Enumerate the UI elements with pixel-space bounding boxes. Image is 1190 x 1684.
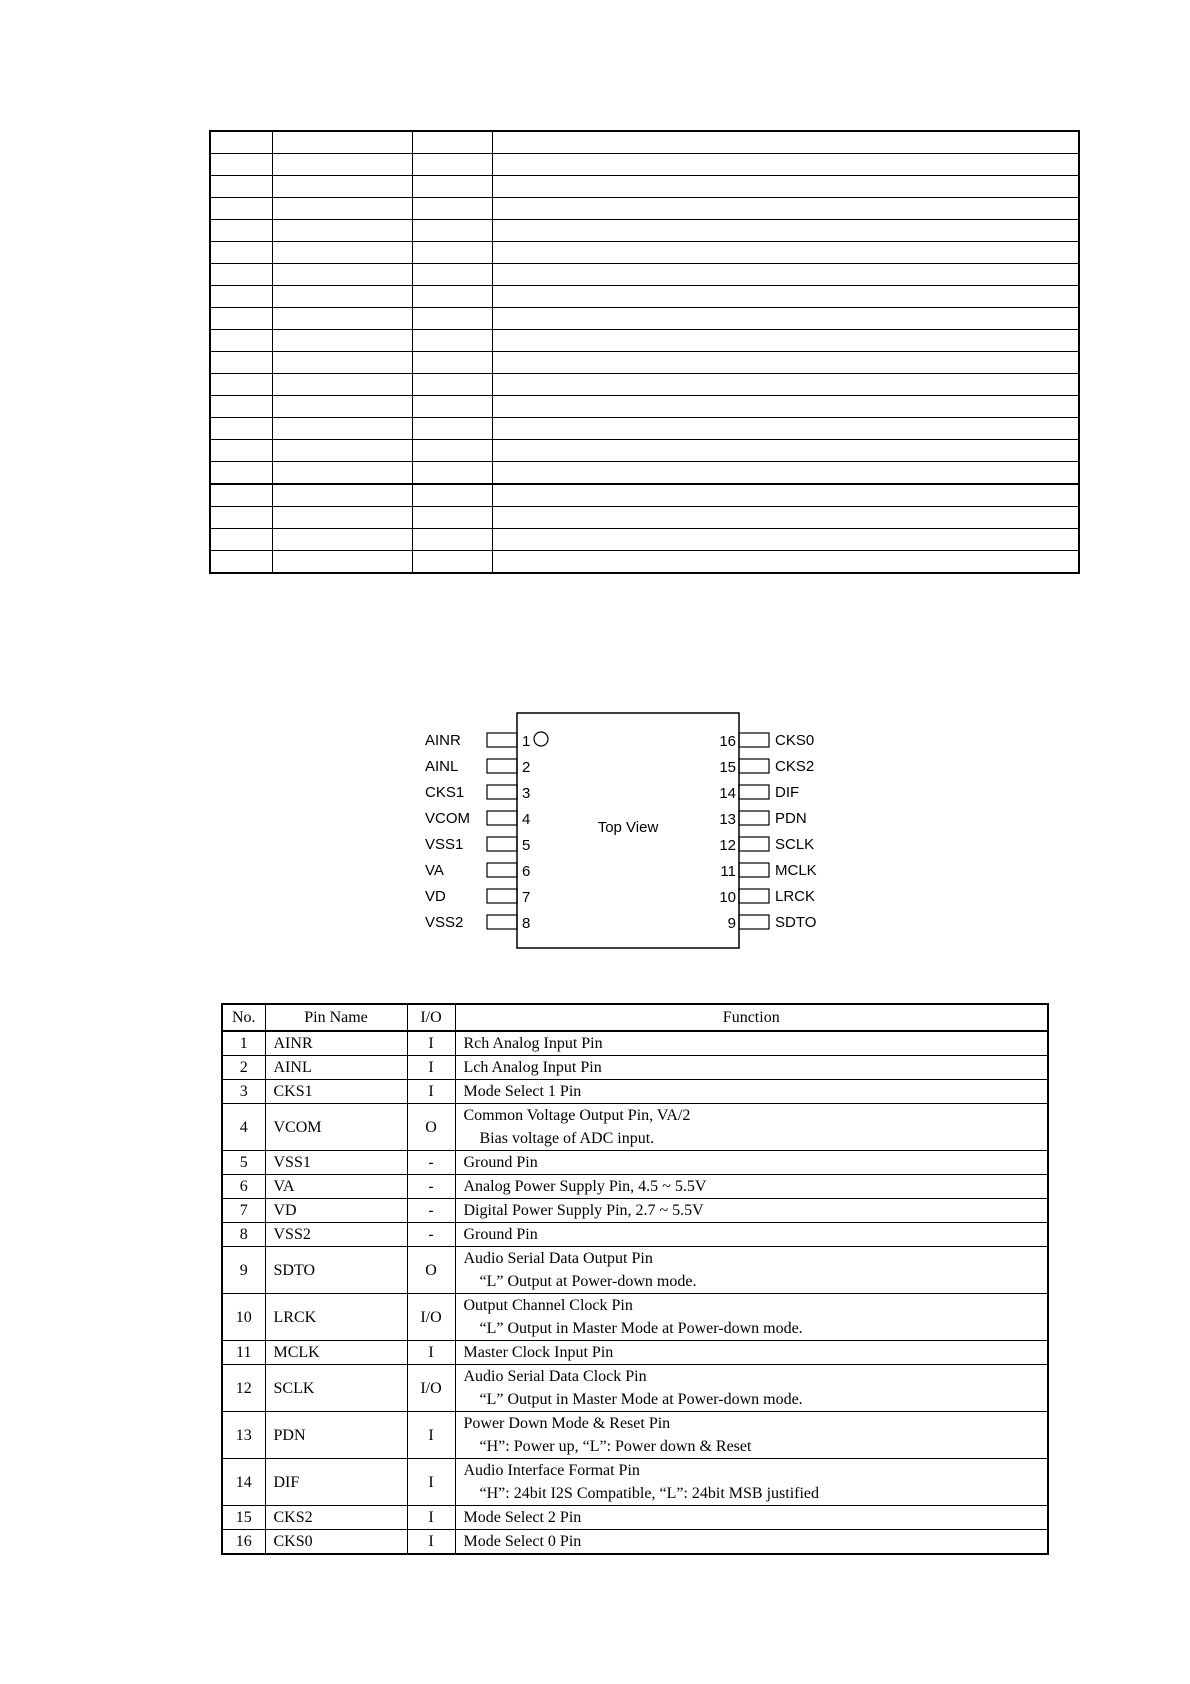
table-row xyxy=(222,1080,1048,1104)
pin-io-cell: - xyxy=(407,1175,455,1199)
header-io: I/O xyxy=(407,1004,455,1031)
function-text: Mode Select 1 Pin xyxy=(463,1083,582,1100)
table-row xyxy=(222,1459,1048,1506)
pin-name-label: VCOM xyxy=(425,810,470,827)
pin-lead xyxy=(487,733,517,747)
pin-name-cell: VA xyxy=(265,1175,407,1199)
function-subtext: “L” Output in Master Mode at Power-down mode. xyxy=(479,1320,803,1337)
empty-cell xyxy=(210,418,272,440)
empty-cell xyxy=(412,286,492,308)
empty-cell xyxy=(412,418,492,440)
empty-table-row xyxy=(210,484,1079,507)
empty-table-row xyxy=(210,154,1079,176)
pin-number-cell: 9 xyxy=(222,1247,265,1294)
empty-cell xyxy=(272,484,412,507)
pin-name-label: CKS1 xyxy=(425,784,465,801)
pin-number-label: 3 xyxy=(522,785,531,802)
pin-number-label: 16 xyxy=(719,733,736,750)
empty-cell xyxy=(210,374,272,396)
left-pin-group xyxy=(425,732,530,932)
header-no: No. xyxy=(222,1004,265,1031)
pin-number-label: 6 xyxy=(522,863,531,880)
pin-lead xyxy=(487,759,517,773)
empty-cell xyxy=(210,286,272,308)
empty-cell xyxy=(210,154,272,176)
pin-function-cell xyxy=(455,1104,1048,1151)
left-pin xyxy=(425,732,530,750)
pin-name-label: VSS2 xyxy=(425,914,464,931)
left-pin xyxy=(425,862,530,880)
pin-number-cell: 11 xyxy=(222,1341,265,1365)
table-row xyxy=(222,1341,1048,1365)
empty-cell xyxy=(492,374,1079,396)
pin-lead xyxy=(487,811,517,825)
pin-number-label: 1 xyxy=(522,733,531,750)
table-row xyxy=(222,1175,1048,1199)
function-text: Common Voltage Output Pin, VA/2 xyxy=(463,1107,691,1124)
pin-io-cell: I xyxy=(407,1080,455,1104)
pin-name-label: LRCK xyxy=(775,888,816,905)
empty-table xyxy=(209,130,1080,574)
empty-cell xyxy=(492,529,1079,551)
empty-cell xyxy=(492,198,1079,220)
function-text: Digital Power Supply Pin, 2.7 ~ 5.5V xyxy=(463,1202,704,1219)
empty-table-row xyxy=(210,242,1079,264)
pin-function-table xyxy=(221,1003,1049,1555)
pin-function-cell xyxy=(455,1412,1048,1459)
table-row xyxy=(222,1506,1048,1530)
pin-lead xyxy=(487,837,517,851)
empty-table-row xyxy=(210,352,1079,374)
empty-table-row xyxy=(210,418,1079,440)
empty-cell xyxy=(412,551,492,574)
empty-cell xyxy=(412,198,492,220)
empty-cell xyxy=(412,330,492,352)
empty-cell xyxy=(492,330,1079,352)
pin-number-cell: 5 xyxy=(222,1151,265,1175)
pin-table-body xyxy=(222,1031,1048,1554)
table-row xyxy=(222,1294,1048,1341)
pin-name-label: DIF xyxy=(775,784,800,801)
pin-lead xyxy=(739,759,769,773)
empty-cell xyxy=(492,264,1079,286)
pin-function-cell xyxy=(455,1341,1048,1365)
header-pin-name: Pin Name xyxy=(265,1004,407,1031)
pin-number-label: 10 xyxy=(719,889,736,906)
pin-lead xyxy=(739,837,769,851)
empty-cell xyxy=(210,131,272,154)
empty-cell xyxy=(412,154,492,176)
function-subtext: “H”: 24bit I2S Compatible, “L”: 24bit MSB justified xyxy=(479,1485,820,1502)
empty-table-row xyxy=(210,308,1079,330)
pin-number-label: 5 xyxy=(522,837,531,854)
chip-package-outline xyxy=(517,713,739,948)
empty-cell xyxy=(492,176,1079,198)
empty-cell xyxy=(412,352,492,374)
pin-function-cell xyxy=(455,1151,1048,1175)
left-pin xyxy=(425,810,530,828)
pin-name-cell: VD xyxy=(265,1199,407,1223)
empty-cell xyxy=(412,462,492,485)
empty-cell xyxy=(272,352,412,374)
empty-cell xyxy=(492,551,1079,574)
table-row xyxy=(222,1056,1048,1080)
pin-name-cell: VSS2 xyxy=(265,1223,407,1247)
function-text: Analog Power Supply Pin, 4.5 ~ 5.5V xyxy=(463,1178,707,1195)
table-row xyxy=(222,1104,1048,1151)
function-text: Audio Serial Data Output Pin xyxy=(463,1250,653,1267)
right-pin xyxy=(719,784,799,802)
empty-cell xyxy=(210,220,272,242)
pin-function-cell xyxy=(455,1459,1048,1506)
pin-name-cell: SDTO xyxy=(265,1247,407,1294)
empty-cell xyxy=(272,551,412,574)
pin-number-label: 8 xyxy=(522,915,531,932)
empty-table-row xyxy=(210,462,1079,485)
function-text: Output Channel Clock Pin xyxy=(463,1297,633,1314)
empty-table-row xyxy=(210,286,1079,308)
pin-lead xyxy=(487,915,517,929)
right-pin xyxy=(719,888,815,906)
table-row xyxy=(222,1365,1048,1412)
pin-number-cell: 8 xyxy=(222,1223,265,1247)
pin-number-label: 2 xyxy=(522,759,531,776)
pin-io-cell: I/O xyxy=(407,1294,455,1341)
pin-name-cell: SCLK xyxy=(265,1365,407,1412)
pin-function-cell xyxy=(455,1056,1048,1080)
empty-cell xyxy=(272,462,412,485)
pin-name-cell: VSS1 xyxy=(265,1151,407,1175)
empty-cell xyxy=(412,374,492,396)
empty-cell xyxy=(492,286,1079,308)
empty-cell xyxy=(210,352,272,374)
pin-lead xyxy=(487,863,517,877)
empty-cell xyxy=(492,440,1079,462)
left-pin xyxy=(425,758,530,776)
function-text: Lch Analog Input Pin xyxy=(463,1059,602,1076)
right-pin xyxy=(719,810,806,828)
empty-cell xyxy=(272,330,412,352)
empty-cell xyxy=(272,374,412,396)
empty-table-row xyxy=(210,551,1079,574)
empty-cell xyxy=(210,484,272,507)
pin-lead xyxy=(739,863,769,877)
empty-cell xyxy=(210,308,272,330)
pin-io-cell: I xyxy=(407,1530,455,1555)
empty-cell xyxy=(412,264,492,286)
empty-table-row xyxy=(210,396,1079,418)
pin-name-label: PDN xyxy=(775,810,807,827)
table-row xyxy=(222,1247,1048,1294)
empty-cell xyxy=(492,418,1079,440)
empty-cell xyxy=(492,220,1079,242)
function-text: Rch Analog Input Pin xyxy=(463,1035,603,1052)
pin-number-cell: 13 xyxy=(222,1412,265,1459)
function-text: Audio Serial Data Clock Pin xyxy=(463,1368,647,1385)
empty-cell xyxy=(492,154,1079,176)
empty-cell xyxy=(492,507,1079,529)
empty-cell xyxy=(272,220,412,242)
pin-number-cell: 1 xyxy=(222,1031,265,1056)
table-row xyxy=(222,1412,1048,1459)
right-pin xyxy=(719,732,814,750)
empty-table-row xyxy=(210,440,1079,462)
top-view-label: Top View xyxy=(597,819,659,836)
pin-number-cell: 6 xyxy=(222,1175,265,1199)
pin-name-label: CKS0 xyxy=(775,732,815,749)
right-pin xyxy=(719,836,814,854)
left-pin xyxy=(425,914,530,932)
pin-function-cell xyxy=(455,1294,1048,1341)
pin-io-cell: - xyxy=(407,1151,455,1175)
pin-io-cell: I xyxy=(407,1031,455,1056)
empty-cell xyxy=(210,396,272,418)
pin-lead xyxy=(739,915,769,929)
pin-number-label: 9 xyxy=(727,915,736,932)
pin-name-cell: CKS1 xyxy=(265,1080,407,1104)
pin-name-cell: VCOM xyxy=(265,1104,407,1151)
empty-cell xyxy=(272,198,412,220)
table-row xyxy=(222,1530,1048,1555)
empty-cell xyxy=(210,529,272,551)
pin-io-cell: O xyxy=(407,1247,455,1294)
function-subtext: “L” Output in Master Mode at Power-down mode. xyxy=(479,1391,803,1408)
pin-lead xyxy=(487,889,517,903)
pin-io-cell: - xyxy=(407,1223,455,1247)
pin-function-cell xyxy=(455,1175,1048,1199)
empty-table-row xyxy=(210,176,1079,198)
empty-cell xyxy=(272,440,412,462)
pin-function-cell xyxy=(455,1506,1048,1530)
empty-cell xyxy=(272,154,412,176)
pin-io-cell: - xyxy=(407,1199,455,1223)
empty-cell xyxy=(272,418,412,440)
empty-cell xyxy=(412,396,492,418)
empty-table-row xyxy=(210,220,1079,242)
empty-table-row xyxy=(210,198,1079,220)
right-pin-group xyxy=(719,732,816,932)
empty-table-row xyxy=(210,330,1079,352)
pin-name-label: AINL xyxy=(425,758,459,775)
empty-cell xyxy=(210,507,272,529)
pin-function-cell xyxy=(455,1080,1048,1104)
pin-number-cell: 14 xyxy=(222,1459,265,1506)
pin-number-cell: 4 xyxy=(222,1104,265,1151)
function-text: Master Clock Input Pin xyxy=(463,1344,614,1361)
pin-number-cell: 15 xyxy=(222,1506,265,1530)
table-header-row xyxy=(222,1004,1048,1031)
pin-function-cell xyxy=(455,1530,1048,1555)
pin-io-cell: I/O xyxy=(407,1365,455,1412)
empty-table-body xyxy=(210,131,1079,573)
empty-cell xyxy=(412,529,492,551)
empty-cell xyxy=(210,462,272,485)
empty-cell xyxy=(272,264,412,286)
pin-lead xyxy=(739,889,769,903)
empty-cell xyxy=(210,176,272,198)
right-pin xyxy=(728,914,817,932)
empty-cell xyxy=(492,242,1079,264)
empty-cell xyxy=(272,396,412,418)
pin-number-label: 14 xyxy=(719,785,736,802)
pin1-marker xyxy=(534,732,548,746)
pin-name-label: AINR xyxy=(425,732,461,749)
pin-name-label: VD xyxy=(425,888,446,905)
pin-name-cell: AINR xyxy=(265,1031,407,1056)
function-text: Ground Pin xyxy=(463,1226,538,1243)
empty-cell xyxy=(412,308,492,330)
table-row xyxy=(222,1031,1048,1056)
empty-cell xyxy=(492,308,1079,330)
table-row xyxy=(222,1223,1048,1247)
empty-cell xyxy=(272,176,412,198)
function-text: Mode Select 0 Pin xyxy=(463,1533,582,1550)
empty-cell xyxy=(272,529,412,551)
pin-name-label: SCLK xyxy=(775,836,815,853)
pin-name-cell: PDN xyxy=(265,1412,407,1459)
empty-cell xyxy=(412,507,492,529)
empty-cell xyxy=(492,396,1079,418)
pin-name-cell: CKS0 xyxy=(265,1530,407,1555)
left-pin xyxy=(425,784,530,802)
pin-number-label: 13 xyxy=(719,811,736,828)
function-text: Mode Select 2 Pin xyxy=(463,1509,582,1526)
pin-function-cell xyxy=(455,1031,1048,1056)
pin-function-cell xyxy=(455,1223,1048,1247)
pin-lead xyxy=(739,785,769,799)
empty-cell xyxy=(272,242,412,264)
empty-cell xyxy=(210,440,272,462)
pin-io-cell: I xyxy=(407,1459,455,1506)
pin-number-label: 12 xyxy=(719,837,736,854)
pin-number-cell: 2 xyxy=(222,1056,265,1080)
empty-cell xyxy=(210,551,272,574)
pin-name-label: MCLK xyxy=(775,862,817,879)
pin-name-label: CKS2 xyxy=(775,758,815,775)
empty-table-row xyxy=(210,264,1079,286)
function-text: Power Down Mode & Reset Pin xyxy=(463,1415,671,1432)
pin-number-cell: 7 xyxy=(222,1199,265,1223)
function-subtext: “H”: Power up, “L”: Power down & Reset xyxy=(479,1438,752,1455)
pin-name-cell: DIF xyxy=(265,1459,407,1506)
empty-cell xyxy=(272,131,412,154)
pin-function-cell xyxy=(455,1199,1048,1223)
function-subtext: Bias voltage of ADC input. xyxy=(479,1130,655,1147)
header-function: Function xyxy=(455,1004,1048,1031)
pin-lead xyxy=(487,785,517,799)
empty-cell xyxy=(272,286,412,308)
pin-name-label: VA xyxy=(425,862,444,879)
empty-cell xyxy=(412,242,492,264)
pin-name-label: VSS1 xyxy=(425,836,464,853)
pin-number-cell: 12 xyxy=(222,1365,265,1412)
empty-cell xyxy=(412,440,492,462)
pin-number-label: 15 xyxy=(719,759,736,776)
left-pin xyxy=(425,888,530,906)
empty-table-row xyxy=(210,131,1079,154)
function-text: Audio Interface Format Pin xyxy=(463,1462,640,1479)
left-pin xyxy=(425,836,530,854)
empty-cell xyxy=(272,308,412,330)
pin-lead xyxy=(739,733,769,747)
pin-function-cell xyxy=(455,1247,1048,1294)
pin-lead xyxy=(739,811,769,825)
empty-cell xyxy=(210,242,272,264)
table-row xyxy=(222,1199,1048,1223)
empty-cell xyxy=(210,264,272,286)
pin-number-cell: 10 xyxy=(222,1294,265,1341)
table-row xyxy=(222,1151,1048,1175)
pin-io-cell: I xyxy=(407,1056,455,1080)
pin-number-label: 7 xyxy=(522,889,531,906)
pin-name-cell: LRCK xyxy=(265,1294,407,1341)
empty-table-row xyxy=(210,529,1079,551)
empty-cell xyxy=(412,176,492,198)
pin-number-label: 11 xyxy=(720,863,736,880)
pin-number-label: 4 xyxy=(522,811,531,828)
empty-table-row xyxy=(210,374,1079,396)
pin-io-cell: I xyxy=(407,1412,455,1459)
empty-cell xyxy=(210,330,272,352)
pin-function-cell xyxy=(455,1365,1048,1412)
pin-name-cell: MCLK xyxy=(265,1341,407,1365)
empty-table-row xyxy=(210,507,1079,529)
empty-cell xyxy=(412,220,492,242)
pin-io-cell: I xyxy=(407,1341,455,1365)
pin-name-cell: CKS2 xyxy=(265,1506,407,1530)
empty-cell xyxy=(492,484,1079,507)
pin-io-cell: I xyxy=(407,1506,455,1530)
pin-io-cell: O xyxy=(407,1104,455,1151)
empty-cell xyxy=(272,507,412,529)
pin-number-cell: 3 xyxy=(222,1080,265,1104)
function-text: Ground Pin xyxy=(463,1154,538,1171)
right-pin xyxy=(719,758,814,776)
empty-cell xyxy=(492,462,1079,485)
pin-name-cell: AINL xyxy=(265,1056,407,1080)
pin-number-cell: 16 xyxy=(222,1530,265,1555)
function-subtext: “L” Output at Power-down mode. xyxy=(479,1273,697,1290)
empty-cell xyxy=(412,484,492,507)
empty-cell xyxy=(210,198,272,220)
empty-cell xyxy=(492,131,1079,154)
pin-name-label: SDTO xyxy=(775,914,817,931)
empty-cell xyxy=(492,352,1079,374)
right-pin xyxy=(720,862,816,880)
empty-cell xyxy=(412,131,492,154)
